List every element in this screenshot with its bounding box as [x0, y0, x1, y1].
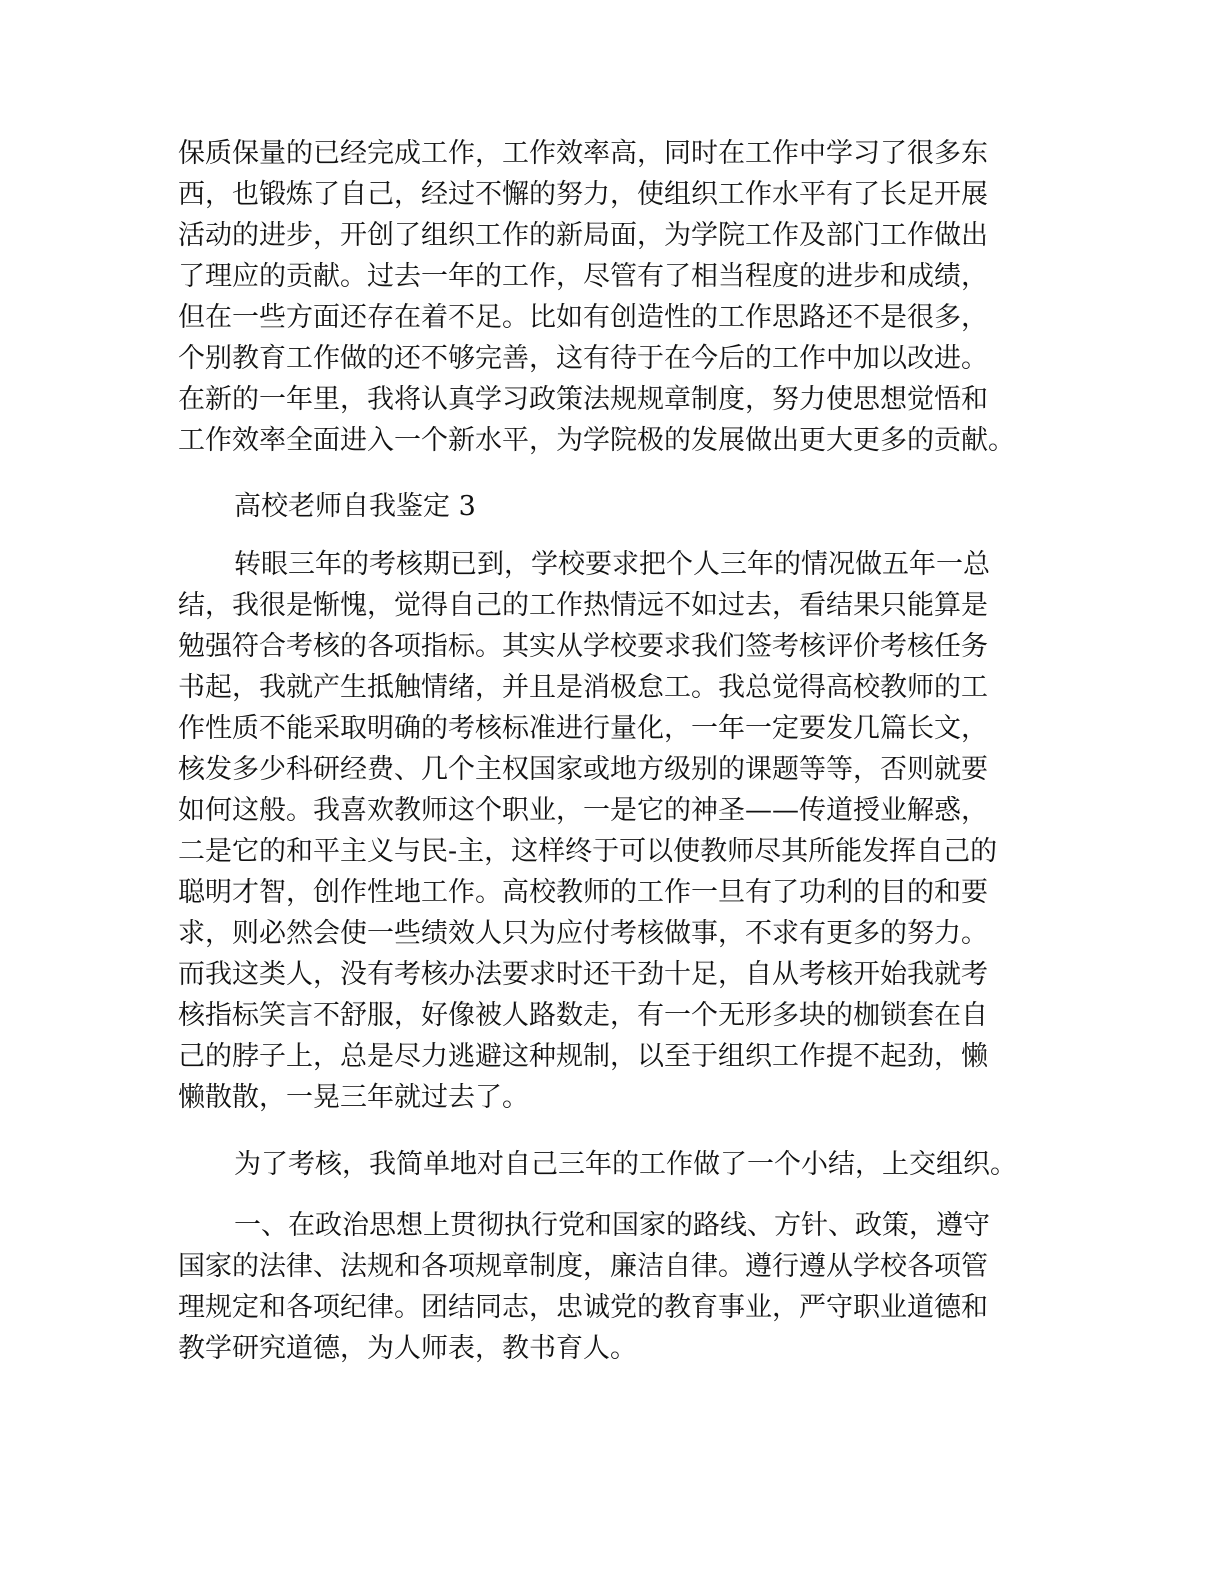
- paragraph-summary: [178, 1144, 1058, 1185]
- text-line: 而我这类人，没有考核办法要求时还干劲十足，自从考核开始我就考: [178, 959, 988, 990]
- text-line: 结，我很是惭愧，觉得自己的工作热情远不如过去，看结果只能算是: [178, 590, 988, 621]
- text-line: 懒散散，一晃三年就过去了。: [178, 1082, 529, 1113]
- text-line: 教学研究道德，为人师表，教书育人。: [178, 1333, 637, 1364]
- text-line: 勉强符合考核的各项指标。其实从学校要求我们签考核评价考核任务: [178, 631, 988, 662]
- text-line: 二是它的和平主义与民-主，这样终于可以使教师尽其所能发挥自己的: [178, 836, 998, 867]
- text-line: 一、在政治思想上贯彻执行党和国家的路线、方针、政策，遵守: [234, 1210, 990, 1241]
- paragraph-continued: [178, 133, 1058, 461]
- text-line: 书起，我就产生抵触情绪，并且是消极怠工。我总觉得高校教师的工: [178, 672, 988, 703]
- text-line: 在新的一年里，我将认真学习政策法规规章制度，努力使思想觉悟和: [178, 384, 988, 415]
- paragraph-review: [178, 544, 1058, 1118]
- text-line: 核发多少科研经费、几个主权国家或地方级别的课题等等，否则就要: [178, 754, 988, 785]
- text-line: 个别教育工作做的还不够完善，这有待于在今后的工作中加以改进。: [178, 343, 988, 374]
- text-line: 国家的法律、法规和各项规章制度，廉洁自律。遵行遵从学校各项管: [178, 1251, 988, 1282]
- text-line: 工作效率全面进入一个新水平，为学院极的发展做出更大更多的贡献。: [178, 425, 1015, 456]
- text-line: 作性质不能采取明确的考核标准进行量化，一年一定要发几篇长文，: [178, 713, 988, 744]
- text-line: 为了考核，我简单地对自己三年的工作做了一个小结，上交组织。: [234, 1149, 1017, 1180]
- text-line: 了理应的贡献。过去一年的工作，尽管有了相当程度的进步和成绩，: [178, 261, 988, 292]
- text-line: 己的脖子上，总是尽力逃避这种规制，以至于组织工作提不起劲，懒: [178, 1041, 988, 1072]
- text-line: 转眼三年的考核期已到，学校要求把个人三年的情况做五年一总: [234, 549, 990, 580]
- section-heading: [178, 486, 1058, 527]
- text-line: 保质保量的已经完成工作，工作效率高，同时在工作中学习了很多东: [178, 138, 988, 169]
- text-line: 聪明才智，创作性地工作。高校教师的工作一旦有了功利的目的和要: [178, 877, 988, 908]
- text-line: 如何这般。我喜欢教师这个职业，一是它的神圣——传道授业解惑，: [178, 795, 988, 826]
- text-line: 西，也锻炼了自己，经过不懈的努力，使组织工作水平有了长足开展: [178, 179, 988, 210]
- heading-text: 高校老师自我鉴定 3: [234, 491, 476, 522]
- text-line: 活动的进步，开创了组织工作的新局面，为学院工作及部门工作做出: [178, 220, 988, 251]
- text-line: 理规定和各项纪律。团结同志，忠诚党的教育事业，严守职业道德和: [178, 1292, 988, 1323]
- text-line: 但在一些方面还存在着不足。比如有创造性的工作思路还不是很多，: [178, 302, 988, 333]
- paragraph-politics: [178, 1205, 1058, 1369]
- text-line: 核指标笑言不舒服，好像被人路数走，有一个无形多块的枷锁套在自: [178, 1000, 988, 1031]
- text-line: 求，则必然会使一些绩效人只为应付考核做事，不求有更多的努力。: [178, 918, 988, 949]
